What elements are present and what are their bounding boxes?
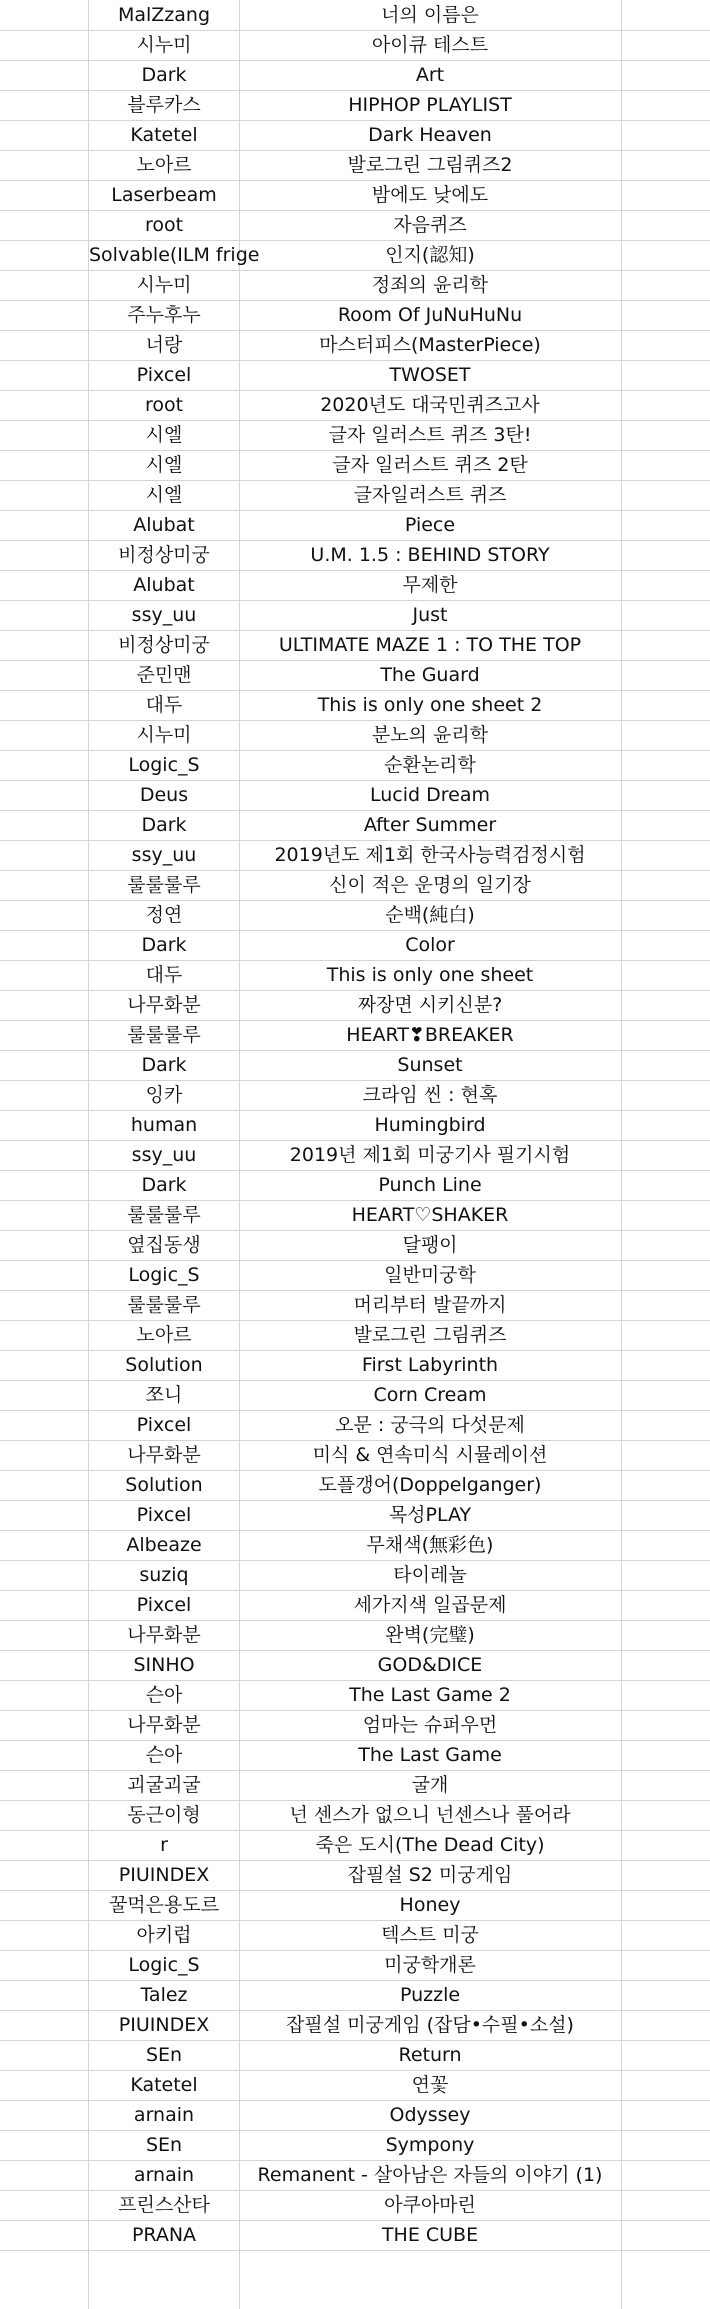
author-cell[interactable]: Alubat: [133, 574, 195, 596]
author-cell[interactable]: 시누미: [136, 274, 192, 296]
table-row: [0, 1080, 710, 1110]
title-cell[interactable]: TWOSET: [389, 364, 471, 386]
author-cell[interactable]: Laserbeam: [111, 184, 217, 206]
table-row: [0, 1140, 710, 1170]
title-cell[interactable]: 순백(純白): [385, 904, 475, 926]
table-row: [0, 390, 710, 420]
author-cell[interactable]: 시엘: [145, 454, 183, 476]
author-cell[interactable]: Solvable(ILM frige: [89, 244, 260, 266]
table-row: [0, 1860, 710, 1890]
table-row: [0, 1470, 710, 1500]
title-cell[interactable]: The Last Game 2: [349, 1684, 511, 1706]
author-cell[interactable]: 옆집동생: [127, 1234, 201, 1256]
author-cell[interactable]: 슨아: [145, 1744, 183, 1766]
title-cell[interactable]: 순환논리학: [384, 754, 476, 776]
author-cell[interactable]: Solution: [125, 1474, 203, 1496]
title-cell[interactable]: 무채색(無彩色): [366, 1534, 494, 1556]
title-cell[interactable]: 텍스트 미궁: [381, 1924, 479, 1946]
table-row: [0, 660, 710, 690]
table-row: [0, 1950, 710, 1980]
title-cell[interactable]: Just: [412, 604, 448, 626]
table-row: [0, 2220, 710, 2250]
table-row: [0, 2010, 710, 2040]
author-cell[interactable]: 나무화분: [127, 1714, 201, 1736]
author-cell[interactable]: 주누후누: [127, 304, 201, 326]
table-row: [0, 990, 710, 1020]
author-cell[interactable]: Dark: [141, 1174, 187, 1196]
author-cell[interactable]: 룰룰룰루: [127, 874, 201, 896]
table-row: [0, 600, 710, 630]
title-cell[interactable]: 발로그린 그림퀴즈2: [347, 154, 513, 176]
title-cell[interactable]: 너의 이름은: [381, 4, 479, 26]
table-row: [0, 300, 710, 330]
title-cell[interactable]: HIPHOP PLAYLIST: [348, 94, 512, 116]
table-row: [0, 810, 710, 840]
author-cell[interactable]: 동근이형: [127, 1804, 201, 1826]
table-row: [0, 270, 710, 300]
table-row: [0, 1920, 710, 1950]
author-cell[interactable]: 대두: [145, 694, 183, 716]
author-cell[interactable]: 시엘: [145, 484, 183, 506]
title-cell[interactable]: 일반미궁학: [384, 1264, 476, 1286]
author-cell[interactable]: SINHO: [133, 1654, 195, 1676]
author-cell[interactable]: 노아르: [136, 1324, 192, 1346]
title-cell[interactable]: Odyssey: [389, 2104, 471, 2126]
table-row: [0, 690, 710, 720]
author-cell[interactable]: Deus: [139, 784, 189, 806]
table-row: [0, 1230, 710, 1260]
title-cell[interactable]: 머리부터 발끝까지: [353, 1294, 507, 1316]
title-cell[interactable]: 신이 적은 운명의 일기장: [329, 874, 531, 896]
title-cell[interactable]: Room Of JuNuHuNu: [337, 304, 523, 326]
author-cell[interactable]: 프린스산타: [118, 2194, 210, 2216]
table-row: [0, 180, 710, 210]
title-cell[interactable]: 연꽃: [411, 2074, 449, 2096]
author-cell[interactable]: Logic_S: [128, 1264, 200, 1286]
table-row: [0, 420, 710, 450]
table-row: [0, 1590, 710, 1620]
title-cell[interactable]: 도플갱어(Doppelganger): [318, 1474, 542, 1496]
table-row: [0, 1560, 710, 1590]
author-cell[interactable]: PRANA: [131, 2224, 197, 2246]
table-row: [0, 1380, 710, 1410]
title-cell[interactable]: 자음퀴즈: [393, 214, 467, 236]
title-cell[interactable]: Puzzle: [399, 1984, 461, 2006]
author-cell[interactable]: 아키럽: [136, 1924, 192, 1946]
author-cell[interactable]: Pixcel: [136, 1594, 192, 1616]
author-cell[interactable]: 너랑: [145, 334, 183, 356]
title-cell[interactable]: HEART❣BREAKER: [346, 1024, 514, 1046]
author-cell[interactable]: Dark: [141, 64, 187, 86]
author-cell[interactable]: root: [144, 214, 184, 236]
author-cell[interactable]: Logic_S: [128, 1954, 200, 1976]
author-cell[interactable]: 룰룰룰루: [127, 1294, 201, 1316]
table-row: [0, 330, 710, 360]
author-cell[interactable]: Albeaze: [126, 1534, 202, 1556]
author-cell[interactable]: 나무화분: [127, 994, 201, 1016]
title-cell[interactable]: 잡필설 S2 미궁게임: [347, 1864, 513, 1886]
title-cell[interactable]: 목성PLAY: [388, 1504, 472, 1526]
title-cell[interactable]: 아이큐 테스트: [371, 34, 489, 56]
title-cell[interactable]: 완벽(完璧): [385, 1624, 475, 1646]
author-cell[interactable]: Solution: [125, 1354, 203, 1376]
author-cell[interactable]: Pixcel: [136, 1504, 192, 1526]
table-row: [0, 2190, 710, 2220]
author-cell[interactable]: ssy_uu: [131, 604, 197, 626]
author-cell[interactable]: 비정상미궁: [118, 544, 210, 566]
title-cell[interactable]: The Guard: [380, 664, 480, 686]
table-row: [0, 150, 710, 180]
title-cell[interactable]: 짜장면 시키신분?: [357, 994, 503, 1016]
table-row: [0, 930, 710, 960]
title-cell[interactable]: 넌 센스가 없으니 넌센스나 풀어라: [289, 1804, 571, 1826]
title-cell[interactable]: 세가지색 일곱문제: [353, 1594, 507, 1616]
author-cell[interactable]: suziq: [139, 1564, 189, 1586]
author-cell[interactable]: 시엘: [145, 424, 183, 446]
author-cell[interactable]: 나무화분: [127, 1444, 201, 1466]
title-cell[interactable]: 2020년도 대국민퀴즈고사: [320, 394, 540, 416]
table-row: [0, 1350, 710, 1380]
table-row: [0, 0, 710, 30]
title-cell[interactable]: Return: [398, 2044, 462, 2066]
table-row: [0, 60, 710, 90]
author-cell[interactable]: 준민맨: [136, 664, 192, 686]
table-row: [0, 1200, 710, 1230]
author-cell[interactable]: 비정상미궁: [118, 634, 210, 656]
table-row: [0, 450, 710, 480]
table-row: [0, 510, 710, 540]
title-cell[interactable]: 2019년 제1회 미궁기사 필기시험: [289, 1144, 571, 1166]
table-row: [0, 360, 710, 390]
title-cell[interactable]: Color: [405, 934, 455, 956]
title-cell[interactable]: ULTIMATE MAZE 1 : TO THE TOP: [278, 634, 582, 656]
author-cell[interactable]: 시누미: [136, 724, 192, 746]
table-row: [0, 630, 710, 660]
title-cell[interactable]: Art: [415, 64, 445, 86]
author-cell[interactable]: SEn: [145, 2044, 183, 2066]
table-row: [0, 240, 710, 270]
table-row: [0, 210, 710, 240]
table-row: [0, 1800, 710, 1830]
author-cell[interactable]: ssy_uu: [131, 844, 197, 866]
table-row: [0, 1410, 710, 1440]
table-row: [0, 540, 710, 570]
table-row: [0, 1170, 710, 1200]
author-cell[interactable]: 괴굴괴굴: [127, 1774, 201, 1796]
title-cell[interactable]: Sunset: [397, 1054, 463, 1076]
title-cell[interactable]: Corn Cream: [373, 1384, 487, 1406]
title-cell[interactable]: 오문 : 궁극의 다섯문제: [335, 1414, 525, 1436]
title-cell[interactable]: THE CUBE: [381, 2224, 479, 2246]
title-cell[interactable]: 정죄의 윤리학: [371, 274, 489, 296]
table-row: [0, 1680, 710, 1710]
table-row: [0, 1110, 710, 1140]
author-cell[interactable]: 시누미: [136, 34, 192, 56]
table-row: [0, 1770, 710, 1800]
author-cell[interactable]: Katetel: [130, 2074, 198, 2096]
table-row: [0, 1740, 710, 1770]
table-row: [0, 780, 710, 810]
author-cell[interactable]: 대두: [145, 964, 183, 986]
author-cell[interactable]: 룰룰룰루: [127, 1024, 201, 1046]
title-cell[interactable]: GOD&DICE: [377, 1654, 483, 1676]
author-cell[interactable]: MalZzang: [117, 4, 211, 26]
table-row: [0, 900, 710, 930]
title-cell[interactable]: 미식 & 연속미식 시뮬레이션: [312, 1444, 548, 1466]
author-cell[interactable]: PIUINDEX: [118, 1864, 210, 1886]
title-cell[interactable]: 글자 일러스트 퀴즈 3탄!: [328, 424, 532, 446]
title-cell[interactable]: 무제한: [402, 574, 458, 596]
author-cell[interactable]: ssy_uu: [131, 1144, 197, 1166]
table-row: [0, 720, 710, 750]
title-cell[interactable]: HEART♡SHAKER: [351, 1204, 509, 1226]
author-cell[interactable]: Katetel: [130, 124, 198, 146]
table-row: [0, 750, 710, 780]
title-cell[interactable]: 밤에도 낮에도: [371, 184, 489, 206]
table-row: [0, 2130, 710, 2160]
title-cell[interactable]: 분노의 윤리학: [371, 724, 489, 746]
author-cell[interactable]: Pixcel: [136, 364, 192, 386]
table-row: [0, 1830, 710, 1860]
title-cell[interactable]: 엄마는 슈퍼우먼: [362, 1714, 498, 1736]
title-cell[interactable]: 타이레놀: [393, 1564, 467, 1586]
table-row: [0, 1020, 710, 1050]
author-cell[interactable]: root: [144, 394, 184, 416]
author-cell[interactable]: 블루카스: [127, 94, 201, 116]
table-row: [0, 570, 710, 600]
table-row: [0, 1650, 710, 1680]
table-row: [0, 960, 710, 990]
author-cell[interactable]: 정연: [145, 904, 183, 926]
title-cell[interactable]: 굴개: [411, 1774, 449, 1796]
table-row: [0, 480, 710, 510]
author-cell[interactable]: Dark: [141, 814, 187, 836]
title-cell[interactable]: First Labyrinth: [361, 1354, 499, 1376]
title-cell[interactable]: 인지(認知): [385, 244, 475, 266]
table-row: [0, 2070, 710, 2100]
title-cell[interactable]: 달팽이: [402, 1234, 458, 1256]
title-cell[interactable]: Sympony: [385, 2134, 475, 2156]
row-divider: [0, 2250, 710, 2251]
title-cell[interactable]: This is only one sheet 2: [317, 694, 543, 716]
title-cell[interactable]: Humingbird: [374, 1114, 486, 1136]
title-cell[interactable]: Honey: [399, 1894, 461, 1916]
title-cell[interactable]: Lucid Dream: [370, 784, 490, 806]
title-cell[interactable]: 마스터피스(MasterPiece): [319, 334, 541, 356]
table-row: [0, 840, 710, 870]
author-cell[interactable]: 잉카: [145, 1084, 183, 1106]
table-row: [0, 1890, 710, 1920]
author-cell[interactable]: PIUINDEX: [118, 2014, 210, 2036]
title-cell[interactable]: 발로그린 그림퀴즈: [353, 1324, 507, 1346]
table-row: [0, 2100, 710, 2130]
table-row: [0, 1500, 710, 1530]
title-cell[interactable]: After Summer: [363, 814, 497, 836]
table-row: [0, 870, 710, 900]
table-row: [0, 1290, 710, 1320]
title-cell[interactable]: 미궁학개론: [384, 1954, 476, 1976]
title-cell[interactable]: Remanent - 살아남은 자들의 이야기 (1): [257, 2164, 603, 2186]
author-cell[interactable]: arnain: [133, 2104, 195, 2126]
table-row: [0, 1260, 710, 1290]
title-cell[interactable]: 글자일러스트 퀴즈: [353, 484, 507, 506]
author-cell[interactable]: 꿀먹은용도르: [108, 1894, 220, 1916]
table-row: [0, 30, 710, 60]
table-row: [0, 1620, 710, 1650]
title-cell[interactable]: 아쿠아마린: [384, 2194, 476, 2216]
table-row: [0, 2040, 710, 2070]
table-row: [0, 1530, 710, 1560]
title-cell[interactable]: 2019년도 제1회 한국사능력검정시험: [274, 844, 586, 866]
title-cell[interactable]: Dark Heaven: [368, 124, 492, 146]
author-cell[interactable]: Talez: [140, 1984, 188, 2006]
author-cell[interactable]: Pixcel: [136, 1414, 192, 1436]
author-cell[interactable]: r: [160, 1834, 168, 1856]
title-cell[interactable]: 크라임 씬 : 현혹: [362, 1084, 498, 1106]
title-cell[interactable]: 잡필설 미궁게임 (잡담•수필•소설): [286, 2014, 574, 2036]
author-cell[interactable]: Dark: [141, 1054, 187, 1076]
table-row: [0, 1050, 710, 1080]
table-row: [0, 2160, 710, 2190]
table-row: [0, 1320, 710, 1350]
table-row: [0, 120, 710, 150]
title-cell[interactable]: Punch Line: [378, 1174, 482, 1196]
author-cell[interactable]: Logic_S: [128, 754, 200, 776]
author-cell[interactable]: 노아르: [136, 154, 192, 176]
table-row: [0, 1440, 710, 1470]
title-cell[interactable]: Piece: [404, 514, 456, 536]
table-row: [0, 1710, 710, 1740]
author-cell[interactable]: 룰룰룰루: [127, 1204, 201, 1226]
author-cell[interactable]: arnain: [133, 2164, 195, 2186]
author-cell[interactable]: Dark: [141, 934, 187, 956]
author-cell[interactable]: Alubat: [133, 514, 195, 536]
title-cell[interactable]: The Last Game: [358, 1744, 502, 1766]
author-cell[interactable]: human: [130, 1114, 198, 1136]
author-cell[interactable]: 슨아: [145, 1684, 183, 1706]
title-cell[interactable]: 글자 일러스트 퀴즈 2탄: [332, 454, 528, 476]
table-row: [0, 1980, 710, 2010]
author-cell[interactable]: 쪼니: [145, 1384, 183, 1406]
author-cell[interactable]: 나무화분: [127, 1624, 201, 1646]
author-cell[interactable]: SEn: [145, 2134, 183, 2156]
title-cell[interactable]: 죽은 도시(The Dead City): [315, 1834, 545, 1856]
title-cell[interactable]: This is only one sheet: [326, 964, 534, 986]
table-row: [0, 90, 710, 120]
title-cell[interactable]: U.M. 1.5 : BEHIND STORY: [310, 544, 550, 566]
